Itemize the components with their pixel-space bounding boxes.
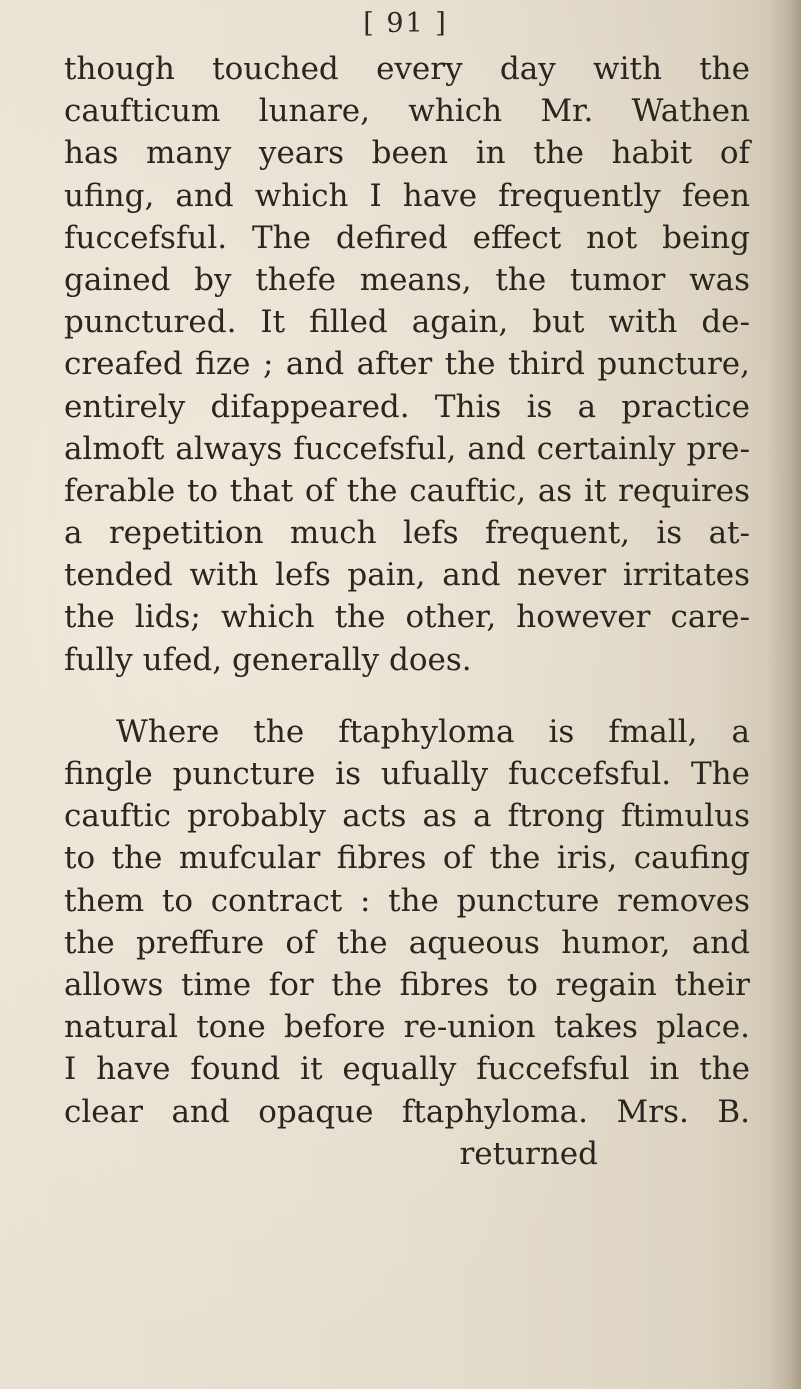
text-line: I have found it equally fuccefsful in the: [64, 1051, 750, 1088]
text-line: creafed fize ; and after the third puncture,: [64, 346, 750, 383]
text-line: entirely difappeared. This is a practice: [64, 388, 750, 425]
paragraph-2: [64, 711, 750, 1133]
text-line: caufticum lunare, which Mr. Wathen: [64, 93, 750, 130]
text-line: gained by thefe means, the tumor was: [64, 261, 750, 298]
text-line: ferable to that of the cauftic, as it requires: [64, 472, 750, 509]
text-line: almoft always fuccefsful, and certainly pre-: [64, 430, 750, 467]
text-line: cauftic probably acts as a ftrong ftimulus: [64, 798, 750, 835]
text-line: the preffure of the aqueous humor, and: [64, 924, 750, 961]
text-line: fully ufed, generally does.: [64, 641, 472, 678]
page-gutter-shadow: [767, 0, 801, 1389]
text-line: them to contract : the puncture removes: [64, 882, 750, 919]
text-line: punctured. It filled again, but with de-: [64, 304, 750, 341]
text-line: tended with lefs pain, and never irritates: [64, 557, 750, 594]
text-line: Where the ftaphyloma is fmall, a: [116, 713, 750, 750]
text-line: clear and opaque ftaphyloma. Mrs. B.: [64, 1093, 750, 1130]
paragraph-gap: [64, 681, 750, 711]
paragraph-1: [64, 48, 750, 681]
text-line: natural tone before re-union takes place.: [64, 1009, 750, 1046]
text-line: a repetition much lefs frequent, is at-: [64, 515, 750, 552]
text-line: to the mufcular fibres of the iris, caufing: [64, 840, 750, 877]
text-line: allows time for the fibres to regain their: [64, 966, 750, 1003]
text-line: the lids; which the other, however care-: [64, 599, 750, 636]
text-line: fuccefsful. The defired effect not being: [64, 219, 750, 256]
page-number: [ 91 ]: [363, 8, 448, 39]
text-line: ufing, and which I have frequently feen: [64, 177, 750, 214]
text-line: has many years been in the habit of: [64, 135, 750, 172]
catchword: returned: [459, 1135, 598, 1172]
text-line: fingle puncture is ufually fuccefsful. The: [64, 756, 750, 792]
body-text: [64, 48, 750, 1175]
text-line: though touched every day with the: [64, 51, 750, 87]
